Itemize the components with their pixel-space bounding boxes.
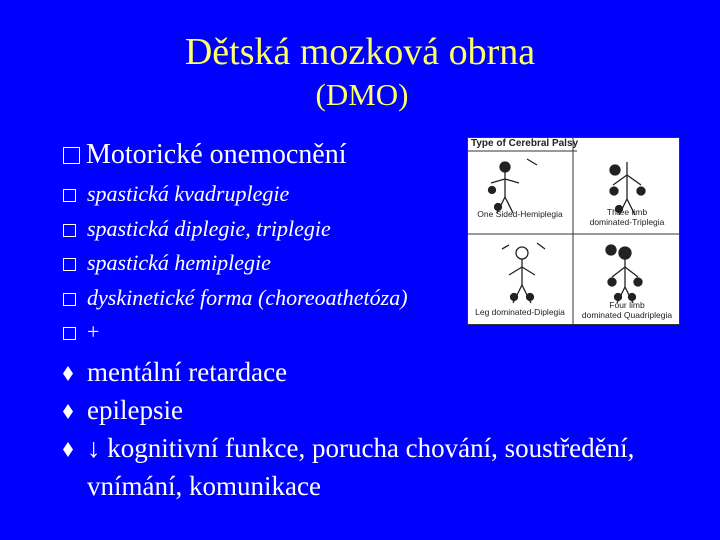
sub-item <box>63 177 408 212</box>
checkbox-bullet-icon <box>63 224 76 237</box>
checkbox-bullet-icon <box>63 293 76 306</box>
diplegia-figure <box>502 243 545 303</box>
triplegia-label <box>575 207 679 227</box>
quadriplegia-figure <box>606 245 642 303</box>
sub-item-label: dyskinetické forma (choreoathetóza) <box>87 284 408 310</box>
subtitle-text: (DMO) <box>315 77 409 112</box>
diamond-bullet-icon <box>63 442 73 457</box>
bullet-item <box>63 353 634 391</box>
diamond-bullet-icon <box>63 404 73 419</box>
triplegia-label-line1: Three limb <box>606 207 648 217</box>
main-item-label: Motorické onemocnění <box>86 139 347 170</box>
bullet-item <box>63 391 634 429</box>
figure-title: Type of Cerebral Palsy <box>471 138 579 149</box>
diplegia-label: Leg dominated-Diplegia <box>475 307 565 317</box>
sub-item-list <box>63 177 408 350</box>
bullet-text: mentální retardace <box>87 357 288 387</box>
sub-item <box>63 281 408 316</box>
sub-item-label: + <box>87 319 100 344</box>
bullet-text-continuation: vnímání, komunikace <box>87 471 321 501</box>
main-item <box>63 138 346 172</box>
diamond-bullet-icon <box>63 366 73 381</box>
slide-title: Dětská mozková obrna <box>184 31 536 73</box>
checkbox-bullet-icon <box>63 189 76 202</box>
sub-item-label: spastická diplegie, triplegie <box>87 215 331 241</box>
checkbox-bullet-icon <box>63 327 76 340</box>
sub-item-label: spastická hemiplegie <box>87 250 271 275</box>
quadriplegia-label-line2: dominated Quadriplegia <box>581 310 673 320</box>
bullet-item <box>63 429 634 505</box>
bullet-text: epilepsie <box>87 395 183 425</box>
checkbox-bullet-icon <box>63 147 80 164</box>
cerebral-palsy-types-figure <box>467 137 680 325</box>
bullet-list <box>63 353 634 505</box>
sub-item <box>63 246 408 281</box>
hemiplegia-figure <box>489 159 538 213</box>
quadriplegia-label-line1: Four limb <box>609 300 645 310</box>
sub-item <box>63 315 408 350</box>
checkbox-bullet-icon <box>63 258 76 271</box>
slide-subtitle <box>0 77 720 113</box>
bullet-text: ↓ kognitivní funkce, porucha chování, soustředění, <box>87 433 635 463</box>
hemiplegia-label: One Sided-Hemiplegia <box>477 209 563 219</box>
sub-item <box>63 212 408 247</box>
figure-grid <box>467 137 680 325</box>
triplegia-label-line2: dominated-Triplegia <box>589 217 665 227</box>
sub-item-label: spastická kvadruplegie <box>87 181 290 206</box>
quadriplegia-label <box>575 300 679 320</box>
